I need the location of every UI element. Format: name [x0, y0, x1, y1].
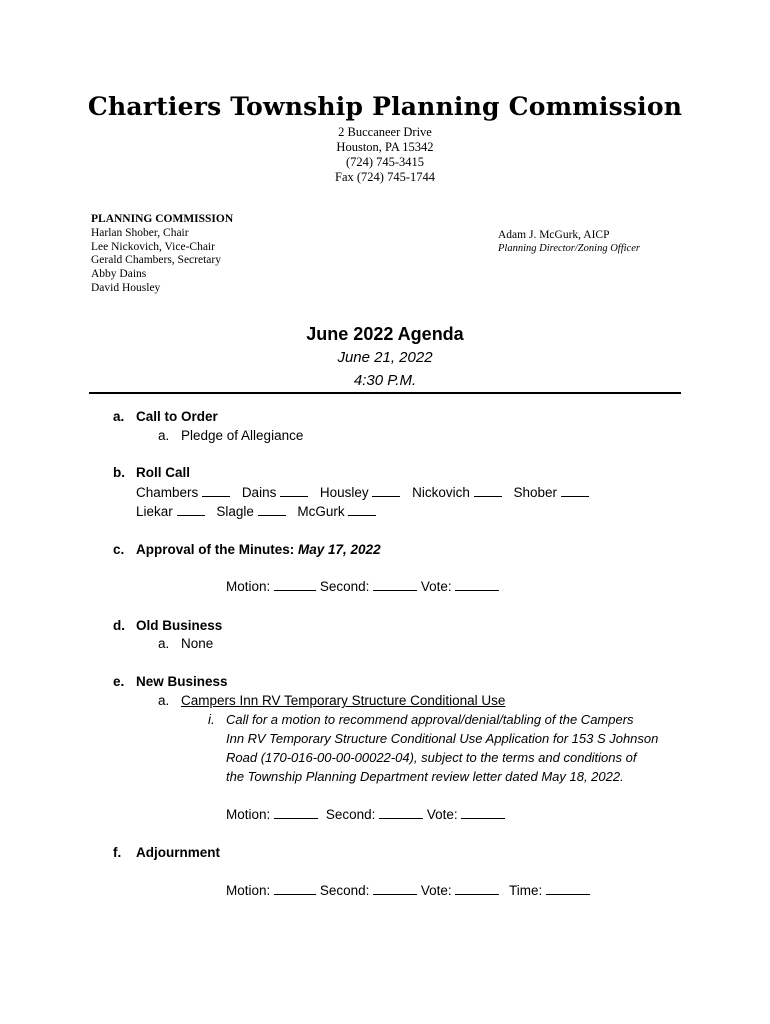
second-blank [373, 882, 417, 895]
member-vice-chair: Lee Nickovich, Vice-Chair [91, 240, 215, 253]
roll-call-row-1 [136, 484, 589, 502]
roll-call-blank [258, 503, 286, 516]
address-block [0, 125, 770, 185]
motion-line-minutes [226, 578, 499, 596]
item-a-sub-label: Pledge of Allegiance [181, 428, 304, 443]
vote-label: Vote: [420, 883, 452, 898]
motion-blank [274, 578, 316, 591]
street-address: 2 Buccaneer Drive [338, 125, 432, 139]
motion-line-adjournment [226, 882, 590, 900]
director-block [498, 228, 640, 256]
motion-label: Motion: [226, 883, 271, 898]
roll-call-name: Dains [241, 485, 277, 500]
item-f-marker: f. [113, 845, 122, 860]
item-e-sub-marker: a. [158, 693, 170, 708]
director-title: Planning Director/Zoning Officer [498, 243, 640, 254]
item-d-label: Old Business [136, 618, 223, 633]
member-secretary: Gerald Chambers, Secretary [91, 254, 221, 267]
commission-heading: PLANNING COMMISSION [91, 213, 234, 225]
item-e-marker: e. [113, 674, 125, 689]
second-blank [379, 806, 423, 819]
member: David Housley [91, 281, 161, 294]
roll-call-blank [348, 503, 376, 516]
header-rule [89, 392, 681, 394]
vote-blank [455, 578, 499, 591]
second-label: Second: [319, 883, 370, 898]
motion-label: Motion: [226, 579, 271, 594]
motion-label: Motion: [226, 807, 271, 822]
motion-text-line: Call for a motion to recommend approval/denial/tabling of the Campers [226, 712, 634, 727]
time-blank [546, 882, 590, 895]
roll-call-name: Liekar [136, 504, 173, 519]
item-e-label: New Business [136, 674, 228, 689]
motion-blank [274, 806, 318, 819]
agenda-title: June 2022 Agenda [306, 324, 464, 344]
agenda-time: 4:30 P.M. [353, 372, 417, 389]
item-b-label: Roll Call [136, 465, 191, 480]
roll-call-row-2 [136, 503, 376, 521]
masthead-title: Chartiers Township Planning Commission [87, 92, 683, 121]
item-c-marker: c. [113, 542, 125, 557]
roll-call-blank [474, 484, 502, 497]
city-state-zip: Houston, PA 15342 [336, 140, 434, 154]
fax-number: Fax (724) 745-1744 [335, 170, 435, 184]
item-b-marker: b. [113, 465, 125, 480]
second-blank [373, 578, 417, 591]
time-label: Time: [508, 883, 543, 898]
motion-text-line: the Township Planning Department review letter dated May 18, 2022. [226, 769, 624, 784]
item-d-sub-marker: a. [158, 636, 170, 651]
minutes-date: May 17, 2022 [298, 542, 381, 557]
item-e-roman-marker: i. [208, 712, 215, 727]
item-f-label: Adjournment [136, 845, 220, 860]
roll-call-name: Housley [319, 485, 369, 500]
roll-call-name: McGurk [297, 504, 345, 519]
roll-call-blank [561, 484, 589, 497]
phone-number: (724) 745-3415 [345, 155, 425, 169]
vote-blank [461, 806, 505, 819]
item-d-marker: d. [113, 618, 125, 633]
item-a-marker: a. [113, 409, 125, 424]
roll-call-blank [177, 503, 205, 516]
roll-call-name: Nickovich [412, 485, 470, 500]
motion-line-new-business [226, 806, 505, 824]
second-label: Second: [325, 807, 376, 822]
roll-call-blank [280, 484, 308, 497]
member-chair: Harlan Shober, Chair [91, 226, 189, 239]
motion-text-line: Inn RV Temporary Structure Conditional Use Application for 153 S Johnson [226, 731, 659, 746]
item-a-label: Call to Order [136, 409, 218, 424]
member: Abby Dains [91, 268, 147, 281]
roll-call-blank [372, 484, 400, 497]
item-a-sub-marker: a. [158, 428, 170, 443]
item-e-sub-label: Campers Inn RV Temporary Structure Conditional Use [181, 693, 506, 708]
vote-label: Vote: [420, 579, 452, 594]
agenda-date: June 21, 2022 [337, 349, 433, 366]
vote-blank [455, 882, 499, 895]
roll-call-name: Slagle [216, 504, 254, 519]
second-label: Second: [319, 579, 370, 594]
director-name: Adam J. McGurk, AICP [498, 229, 610, 241]
commission-members [91, 213, 233, 296]
roll-call-blank [202, 484, 230, 497]
item-c-line [136, 541, 381, 559]
roll-call-name: Chambers [136, 485, 199, 500]
vote-label: Vote: [426, 807, 458, 822]
item-d-sub-label: None [181, 636, 214, 651]
motion-blank [274, 882, 316, 895]
roll-call-name: Shober [513, 485, 558, 500]
item-c-label: Approval of the Minutes: [136, 542, 295, 557]
motion-text-line: Road (170-016-00-00-00022-04), subject to the terms and conditions of [226, 750, 637, 765]
